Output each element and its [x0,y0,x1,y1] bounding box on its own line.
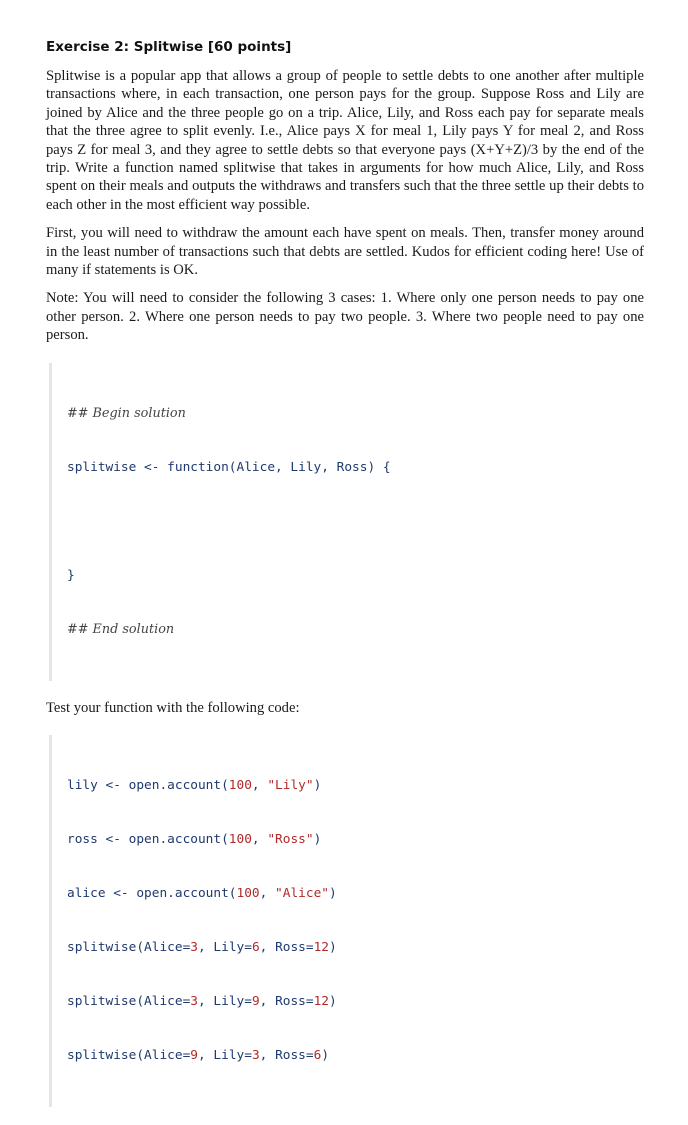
exercise-title: Exercise 2: Splitwise [60 points] [46,39,292,55]
solution-code-block[interactable] [49,363,644,681]
code-token: , [259,886,276,902]
code-token: lily <- open.account( [67,778,229,794]
code-number: 3 [251,1048,260,1064]
blank-code-line [67,513,644,531]
code-token: , Ross= [259,994,314,1010]
code-token: splitwise(Alice= [67,994,191,1010]
code-number: 9 [251,994,260,1010]
code-number: 12 [313,940,330,956]
code-token: ) [313,832,322,848]
note-paragraph: Note: You will need to consider the following 3 cases: 1. Where only one person needs to pay one other person. 2. Where one person needs to pay two people. 3. Where two people need to pay one person. [46,290,644,344]
code-token: ) [321,1048,330,1064]
code-token: , Ross= [259,1048,314,1064]
begin-solution-comment: ## Begin solution [67,405,186,421]
code-number: 9 [190,1048,198,1064]
code-token: ross <- open.account( [67,832,229,848]
code-token: ) [328,886,337,902]
code-string: "Lily" [267,778,314,794]
code-string: "Ross" [267,832,314,848]
code-token: ) [329,940,337,956]
document-page [46,38,644,1125]
code-token: , Lily= [198,994,252,1010]
code-token: , [251,832,268,848]
code-token: , Lily= [198,940,252,956]
code-number: 6 [313,1048,322,1064]
code-string: "Alice" [275,886,329,902]
code-number: 100 [228,832,252,848]
code-token: , Ross= [259,940,314,956]
code-number: 3 [190,940,198,956]
test-code-line-lily [67,777,644,795]
code-token: , Lily= [198,1048,252,1064]
test-code-line-ross [67,831,644,849]
end-solution-comment: ## End solution [67,621,175,637]
code-number: 100 [236,886,260,902]
code-number: 100 [228,778,252,794]
code-token: alice <- open.account( [67,886,237,902]
code-token: splitwise(Alice= [67,1048,191,1064]
code-token: ) [329,994,337,1010]
test-code-line-splitwise-3 [67,1047,644,1065]
intro-paragraph: Splitwise is a popular app that allows a group of people to settle debts to one another after multiple transactions where, in each transaction, one person pays for the group. Suppose Ross and Lily are joined by Alice and the three people go on a trip. Alice, Lily, and Ross each pay for separate meals that the three agree to split evenly. I.e., Alice pays X for meal 1, Lily pays Y for meal 2, and Ross pays Z for meal 3, and they agree to settle debts so that everyone pays (X+Y+Z)/3 by the end of the trip. Write a function named splitwise that takes in arguments for how much Alice, Lily, and Ross spent on their meals and outputs the withdraws and transfers such that the three settle up their debts to each other in the most efficient way possible. [46,68,644,213]
code-token: , [251,778,268,794]
test-intro-text: Test your function with the following code: [46,699,300,716]
code-number: 6 [251,940,260,956]
closing-brace-line: } [67,567,75,583]
code-number: 12 [313,994,330,1010]
test-code-block[interactable] [49,735,644,1107]
test-code-line-splitwise-2 [67,993,644,1011]
code-token: ) [313,778,322,794]
test-code-line-alice [67,885,644,903]
code-number: 3 [190,994,198,1010]
function-definition-line: splitwise <- function(Alice, Lily, Ross) { [67,459,391,475]
code-token: splitwise(Alice= [67,940,191,956]
instructions-paragraph: First, you will need to withdraw the amount each have spent on meals. Then, transfer money around in the least number of transactions such that debts are settled. Kudos for efficient coding here! Use of many if statements is OK. [46,225,644,279]
test-code-line-splitwise-1 [67,939,644,957]
